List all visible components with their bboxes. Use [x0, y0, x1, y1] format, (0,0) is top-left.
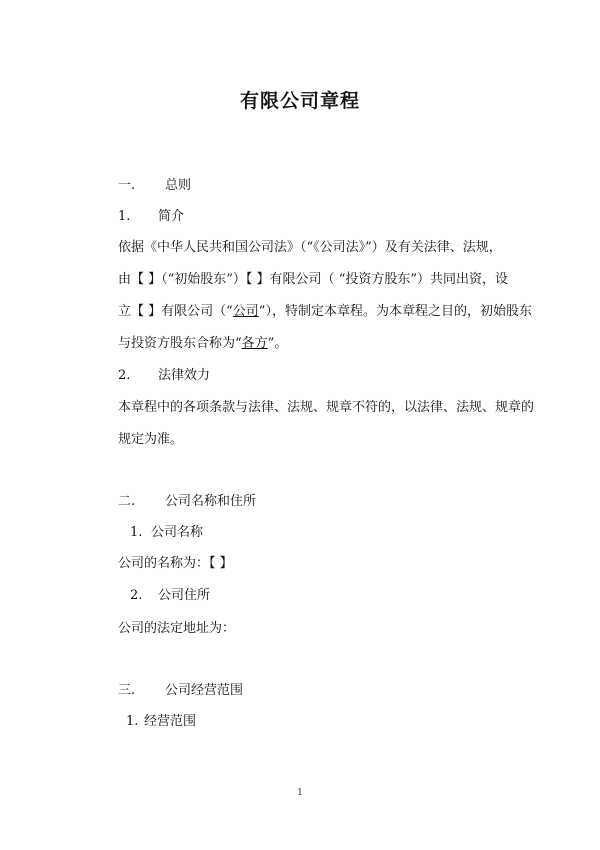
- paragraph-3: 公司的名称为：【 】: [118, 556, 233, 571]
- document-title: 有限公司章程: [239, 90, 360, 112]
- subsection-1-2-heading: 法律效力: [158, 368, 211, 383]
- paragraph-1-line-4: [118, 336, 287, 352]
- subsection-3-1-heading: 经营范围: [144, 714, 197, 729]
- paragraph-2-line-1: 本章程中的各项条款与法律、法规、规章不符的，以法律、法规、规章的: [118, 400, 535, 415]
- subsection-1-1-number: 1.: [118, 209, 131, 224]
- subsection-1-2-number: 2.: [118, 368, 131, 383]
- paragraph-1-line-4-part-b: ”。: [267, 336, 288, 351]
- paragraph-1-line-3-part-a: 立【 】有限公司（“: [118, 304, 233, 319]
- subsection-2-1-heading: 公司名称: [151, 525, 204, 540]
- defined-term-parties: 各方: [241, 336, 268, 351]
- subsection-2-1-number: 1.: [130, 525, 143, 540]
- subsection-2-2-number: 2.: [130, 588, 143, 603]
- subsection-3-1-number: 1.: [126, 714, 139, 729]
- paragraph-2-line-2: 规定为准。: [118, 432, 184, 447]
- section-3-heading: 公司经营范围: [165, 683, 244, 698]
- section-3-number: 三.: [118, 683, 136, 698]
- section-1-number: 一.: [118, 178, 136, 193]
- section-2-heading: 公司名称和住所: [165, 494, 257, 509]
- paragraph-1-line-3: [118, 304, 532, 320]
- paragraph-4: 公司的法定地址为：: [118, 621, 236, 636]
- section-2-number: 二.: [118, 494, 136, 509]
- paragraph-1-line-3-part-b: ”），特制定本章程。为本章程之目的，初始股东: [258, 304, 532, 319]
- defined-term-company: 公司: [232, 304, 259, 319]
- section-1-heading: 总则: [165, 178, 192, 193]
- subsection-2-2-heading: 公司住所: [158, 588, 211, 603]
- paragraph-1-line-1: 依据《中华人民共和国公司法》（“《公司法》”）及有关法律、法规，: [118, 240, 502, 255]
- page-number: 1: [297, 788, 303, 798]
- paragraph-1-line-2: 由【 】（“初始股东”）【 】有限公司（ “投资方股东”）共同出资，设: [118, 272, 508, 287]
- paragraph-1-line-4-part-a: 与投资方股东合称为“: [118, 336, 242, 351]
- subsection-1-1-heading: 简介: [158, 209, 185, 224]
